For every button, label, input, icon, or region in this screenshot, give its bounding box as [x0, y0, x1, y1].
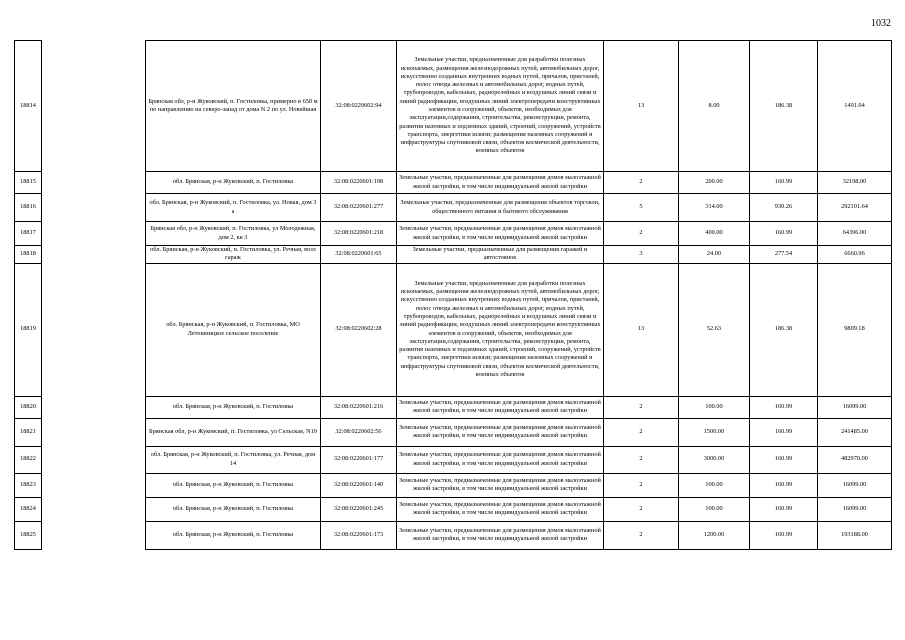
cell-gap [42, 521, 146, 549]
table-row [15, 521, 892, 549]
cell-cadastral-number: 32:08:0220601:140 [321, 473, 397, 497]
table-row [15, 497, 892, 521]
cell-row-number: 18816 [15, 194, 42, 222]
cell-specific-value: 160.99 [750, 222, 818, 246]
cell-area: 200.00 [679, 172, 750, 194]
cell-specific-value: 160.99 [750, 396, 818, 418]
cell-area: 314.00 [679, 194, 750, 222]
table-row [15, 446, 892, 473]
cell-row-number: 18815 [15, 172, 42, 194]
cell-use-group: 13 [604, 41, 679, 172]
cell-specific-value: 160.99 [750, 418, 818, 446]
cell-row-number: 18824 [15, 497, 42, 521]
cell-cadastral-value: 1491.04 [818, 41, 892, 172]
cell-specific-value: 186.38 [750, 263, 818, 396]
cell-row-number: 18825 [15, 521, 42, 549]
table-body [15, 41, 892, 550]
cell-land-use: Земельные участки, предназначенные для разработки полезных ископаемых, размещения железнодорожных путей, автомобильных дорог, искусственно созданных внутренних водных путей, причалов, пристаней, полос отвода железных и автомобильных дорог, водных путей, трубопроводов, кабельных, радиорелейных и воздушных линий связи и линий радиофикации, воздушных линий электропередачи конструктивных элементов и сооружений, объектов, необходимых для эксплуатации,содержания, строительства, реконструкции, ремонта, развития наземных и подземных зданий, строений, сооружений, устройств транспорта, энергетики исвязи; размещения наземных сооружений и инфраструктуры спутниковой связи, объектов космической деятельности, военных объектов [397, 41, 604, 172]
cell-address: обл. Брянская, р-н Жуковский, п. Гостиловка, ул. Речная, дом 14 [146, 446, 321, 473]
cell-area: 24.00 [679, 246, 750, 264]
cell-cadastral-value: 482970.00 [818, 446, 892, 473]
table-row [15, 172, 892, 194]
table-row [15, 246, 892, 264]
cell-address: обл. Брянская, р-н Жуковский, п. Гостиловка, ул. Новая, дом 3 а [146, 194, 321, 222]
cell-area: 100.00 [679, 497, 750, 521]
table-row [15, 222, 892, 246]
cell-cadastral-number: 32:08:0220601:216 [321, 396, 397, 418]
cell-row-number: 18817 [15, 222, 42, 246]
cell-use-group: 2 [604, 446, 679, 473]
cell-cadastral-number: 32:08:0220601:218 [321, 222, 397, 246]
cell-cadastral-number: 32:08:0220602:28 [321, 263, 397, 396]
cell-gap [42, 172, 146, 194]
cell-cadastral-number: 32:08:0220601:177 [321, 446, 397, 473]
cell-cadastral-value: 64396.00 [818, 222, 892, 246]
cell-row-number: 18822 [15, 446, 42, 473]
cell-cadastral-number: 32:08:0220602:94 [321, 41, 397, 172]
cell-gap [42, 246, 146, 264]
cell-land-use: Земельные участки, предназначенные для размещения гаражей и автостоянок [397, 246, 604, 264]
cell-address: Брянская обл, р-н Жуковский, п. Гостиловка, ул Сельская, N19 [146, 418, 321, 446]
cell-land-use: Земельные участки, предназначенные для размещения домов малоэтажной жилой застройки, в том числе индивидуальной жилой застройки [397, 473, 604, 497]
table-row [15, 263, 892, 396]
cell-area: 52.63 [679, 263, 750, 396]
cell-cadastral-value: 32198.00 [818, 172, 892, 194]
cell-area: 100.00 [679, 396, 750, 418]
cell-area: 8.00 [679, 41, 750, 172]
cell-specific-value: 160.99 [750, 172, 818, 194]
cell-land-use: Земельные участки, предназначенные для размещения домов малоэтажной жилой застройки, в том числе индивидуальной жилой застройки [397, 446, 604, 473]
cell-area: 400.00 [679, 222, 750, 246]
cell-specific-value: 160.99 [750, 446, 818, 473]
cell-area: 3000.00 [679, 446, 750, 473]
cell-cadastral-number: 32:08:0220601:173 [321, 521, 397, 549]
cell-address: обл. Брянская, р-н Жуковский, п. Гостиловка [146, 497, 321, 521]
cell-gap [42, 473, 146, 497]
cell-cadastral-value: 292101.64 [818, 194, 892, 222]
cell-specific-value: 160.99 [750, 497, 818, 521]
cell-specific-value: 277.54 [750, 246, 818, 264]
cell-cadastral-number: 32:08:0220601:277 [321, 194, 397, 222]
cell-address: обл. Брянская, р-н Жуковский, п. Гостиловка, ул. Речная, возл гараж [146, 246, 321, 264]
cell-specific-value: 160.99 [750, 473, 818, 497]
cell-use-group: 2 [604, 222, 679, 246]
cell-use-group: 13 [604, 263, 679, 396]
cell-use-group: 2 [604, 396, 679, 418]
cell-specific-value: 160.99 [750, 521, 818, 549]
cell-use-group: 2 [604, 497, 679, 521]
cell-land-use: Земельные участки, предназначенные для разработки полезных ископаемых, размещения железнодорожных путей, автомобильных дорог, искусственно созданных внутренних водных путей, причалов, пристаней, полос отвода железных и автомобильных дорог, водных путей, трубопроводов, кабельных, радиорелейных и воздушных линий связи и линий радиофикации, воздушных линий электропередачи конструктивных элементов и сооружений, объектов, необходимых для эксплуатации,содержания, строительства, реконструкции, ремонта, развития наземных и подземных зданий, строений, сооружений, устройств транспорта, энергетики исвязи; размещения наземных сооружений и инфраструктуры спутниковой связи, объектов космической деятельности, военных объектов [397, 263, 604, 396]
cell-cadastral-value: 193188.00 [818, 521, 892, 549]
cell-use-group: 3 [604, 246, 679, 264]
cell-address: обл. Брянская, р-н Жуковский, п. Гостиловка, МО Летошницкое сельское поселение [146, 263, 321, 396]
cell-address: Брянская обл, р-н Жуковский, п. Гостиловка, примерно в 650 м по направлению на северо-запад от дома N 2 по ул. Новейшая [146, 41, 321, 172]
cell-area: 100.00 [679, 473, 750, 497]
cell-cadastral-number: 32:08:0220602:56 [321, 418, 397, 446]
table-row [15, 396, 892, 418]
cell-gap [42, 41, 146, 172]
cell-address: обл. Брянская, р-н Жуковский, п. Гостиловка [146, 473, 321, 497]
cell-row-number: 18819 [15, 263, 42, 396]
cell-land-use: Земельные участки, предназначенные для размещения объектов торговли, общественного питания и бытового обслуживания [397, 194, 604, 222]
cell-land-use: Земельные участки, предназначенные для размещения домов малоэтажной жилой застройки, в том числе индивидуальной жилой застройки [397, 172, 604, 194]
cell-cadastral-value: 16099.00 [818, 396, 892, 418]
cell-cadastral-number: 32:08:0220601:245 [321, 497, 397, 521]
cell-specific-value: 930.26 [750, 194, 818, 222]
cell-land-use: Земельные участки, предназначенные для размещения домов малоэтажной жилой застройки, в том числе индивидуальной жилой застройки [397, 418, 604, 446]
cell-address: обл. Брянская, р-н Жуковский, п. Гостиловка [146, 396, 321, 418]
cell-use-group: 2 [604, 172, 679, 194]
cell-row-number: 18818 [15, 246, 42, 264]
cell-use-group: 5 [604, 194, 679, 222]
table-row [15, 194, 892, 222]
cell-gap [42, 446, 146, 473]
cell-row-number: 18821 [15, 418, 42, 446]
cell-cadastral-value: 9809.18 [818, 263, 892, 396]
cell-cadastral-value: 16099.00 [818, 473, 892, 497]
table-row [15, 418, 892, 446]
cell-address: Брянская обл, р-н Жуковский, п. Гостиловка, ул Молодежная, дом 2, кв 3 [146, 222, 321, 246]
cell-row-number: 18823 [15, 473, 42, 497]
cell-cadastral-number: 32:08:0220601:198 [321, 172, 397, 194]
table-row [15, 41, 892, 172]
cell-land-use: Земельные участки, предназначенные для размещения домов малоэтажной жилой застройки, в том числе индивидуальной жилой застройки [397, 521, 604, 549]
page-number: 1032 [871, 18, 891, 29]
cell-land-use: Земельные участки, предназначенные для размещения домов малоэтажной жилой застройки, в том числе индивидуальной жилой застройки [397, 222, 604, 246]
cell-gap [42, 497, 146, 521]
cell-address: обл. Брянская, р-н Жуковский, п. Гостиловка [146, 172, 321, 194]
table-row [15, 473, 892, 497]
cell-gap [42, 263, 146, 396]
cell-area: 1500.00 [679, 418, 750, 446]
cell-cadastral-number: 32:08:0220601:65 [321, 246, 397, 264]
cell-cadastral-value: 241485.00 [818, 418, 892, 446]
cell-use-group: 2 [604, 521, 679, 549]
cell-gap [42, 222, 146, 246]
cell-area: 1200.00 [679, 521, 750, 549]
cadastral-value-table [14, 40, 892, 550]
cell-use-group: 2 [604, 418, 679, 446]
cell-gap [42, 418, 146, 446]
cell-land-use: Земельные участки, предназначенные для размещения домов малоэтажной жилой застройки, в том числе индивидуальной жилой застройки [397, 497, 604, 521]
cell-use-group: 2 [604, 473, 679, 497]
cell-specific-value: 186.38 [750, 41, 818, 172]
cell-address: обл. Брянская, р-н Жуковский, п. Гостиловка [146, 521, 321, 549]
cell-cadastral-value: 16099.00 [818, 497, 892, 521]
cell-cadastral-value: 6660.96 [818, 246, 892, 264]
cell-gap [42, 194, 146, 222]
cell-gap [42, 396, 146, 418]
cell-row-number: 18820 [15, 396, 42, 418]
cell-land-use: Земельные участки, предназначенные для размещения домов малоэтажной жилой застройки, в том числе индивидуальной жилой застройки [397, 396, 604, 418]
cell-row-number: 18814 [15, 41, 42, 172]
